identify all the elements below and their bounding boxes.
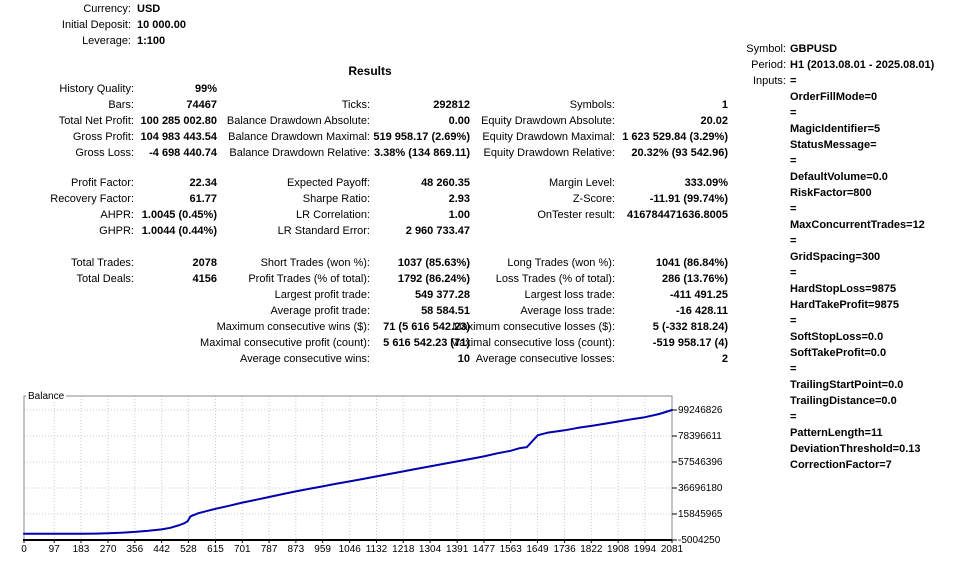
stat-label: Profit Trades (% of total):	[248, 273, 370, 285]
stat-value: 1792 (86.24%)	[397, 273, 470, 285]
stat-value: -11.91 (99.74%)	[649, 193, 728, 205]
period-label: Period:	[751, 59, 786, 71]
stat-value: 519 958.17 (2.69%)	[373, 131, 470, 143]
stat-row	[0, 319, 728, 335]
x-axis-tick-label: 528	[180, 544, 197, 555]
stat-label: Largest loss trade:	[524, 289, 615, 301]
x-axis-tick-label: 442	[153, 544, 170, 555]
stat-value: 1 623 529.84 (3.29%)	[622, 131, 728, 143]
stat-value: 1.00	[448, 209, 470, 221]
account-info	[0, 1, 400, 49]
input-parameter: =	[790, 411, 797, 423]
stat-value: 2 960 733.47	[405, 225, 470, 237]
x-axis-tick-label: 1908	[607, 544, 630, 555]
input-parameter: PatternLength=11	[790, 427, 883, 439]
stat-value: 20.32% (93 542.96)	[631, 147, 728, 159]
x-axis-tick-label: 1822	[580, 544, 603, 555]
input-parameter: RiskFactor=800	[790, 187, 872, 199]
stat-row	[0, 255, 728, 271]
stat-row	[0, 335, 728, 351]
stat-row	[0, 175, 728, 191]
stat-value: 5 (-332 818.24)	[652, 321, 728, 333]
stat-row	[0, 287, 728, 303]
stat-row	[0, 223, 470, 239]
input-parameter: =	[790, 235, 797, 247]
y-axis-tick-label: -5004250	[678, 535, 721, 546]
stat-label: Equity Drawdown Absolute:	[481, 115, 615, 127]
stat-label: Balance Drawdown Maximal:	[228, 131, 370, 143]
inputs-label: Inputs:	[752, 75, 786, 87]
stat-value: 1037 (85.63%)	[397, 257, 470, 269]
stat-value: 5 616 542.23 (71)	[383, 337, 470, 349]
stat-value: -4 698 440.74	[149, 147, 217, 159]
stat-row	[0, 81, 217, 97]
stat-label: Average loss trade:	[520, 305, 615, 317]
stat-value: 333.09%	[684, 177, 728, 189]
input-parameter: GridSpacing=300	[790, 251, 881, 263]
stat-label: Equity Drawdown Maximal:	[482, 131, 615, 143]
leverage-row	[0, 33, 400, 49]
stat-row	[0, 303, 728, 319]
initial-deposit-value: 10 000.00	[137, 19, 186, 31]
initial-deposit-row	[0, 17, 400, 33]
stat-value: 0.00	[448, 115, 470, 127]
stat-row	[0, 145, 728, 161]
stat-label: Balance Drawdown Relative:	[229, 147, 370, 159]
y-axis-tick-label: 78396611	[678, 431, 722, 442]
y-axis-tick-label: 15845965	[678, 509, 723, 520]
stat-value: 100 285 002.80	[140, 115, 217, 127]
currency-value: USD	[137, 3, 161, 15]
stat-label: Average consecutive losses:	[475, 353, 615, 365]
stat-value: 104 983 443.54	[140, 131, 217, 143]
x-axis-tick-label: 270	[99, 544, 117, 555]
stat-label: Long Trades (won %):	[507, 257, 615, 269]
stat-row	[0, 207, 728, 223]
stat-value: 74467	[186, 99, 217, 111]
stat-label: Maximal consecutive profit (count):	[200, 337, 370, 349]
stat-label: Total Deals:	[76, 273, 134, 285]
stat-label: Maximum consecutive losses ($):	[452, 321, 615, 333]
stat-label: Average consecutive wins:	[239, 353, 370, 365]
input-parameter: =	[790, 267, 797, 279]
x-axis-tick-label: 2081	[660, 544, 684, 555]
stat-label: Equity Drawdown Relative:	[483, 147, 615, 159]
stat-label: Recovery Factor:	[50, 193, 134, 205]
input-parameter: SoftStopLoss=0.0	[790, 331, 884, 343]
input-parameter: DeviationThreshold=0.13	[790, 443, 921, 455]
stat-label: Z-Score:	[572, 193, 615, 205]
balance-line	[24, 410, 672, 534]
stat-value: 1.0044 (0.44%)	[141, 225, 217, 237]
stat-row	[0, 271, 728, 287]
stat-label: Ticks:	[341, 99, 370, 111]
x-axis-tick-label: 1994	[633, 544, 657, 555]
input-parameter: TrailingStartPoint=0.0	[790, 379, 904, 391]
stats-block1-col3	[0, 97, 728, 161]
x-axis-tick-label: 1563	[499, 544, 522, 555]
stat-label: Maximum consecutive wins ($):	[216, 321, 370, 333]
period-value: H1 (2013.08.01 - 2025.08.01)	[790, 59, 935, 71]
stat-label: Symbols:	[569, 99, 615, 111]
input-parameter: CorrectionFactor=7	[790, 459, 892, 471]
stat-label: History Quality:	[59, 83, 134, 95]
y-axis-tick-label: 57546396	[678, 457, 723, 468]
stats-block2-col3	[0, 175, 728, 223]
x-axis-tick-label: 1132	[365, 544, 388, 555]
leverage-value: 1:100	[137, 35, 166, 47]
input-parameter: TrailingDistance=0.0	[790, 395, 897, 407]
stat-value: 2.93	[448, 193, 470, 205]
stat-label: AHPR:	[100, 209, 134, 221]
stat-label: Loss Trades (% of total):	[495, 273, 615, 285]
input-parameter: HardStopLoss=9875	[790, 283, 897, 295]
stat-value: -16 428.11	[676, 305, 728, 317]
x-axis-tick-label: 959	[314, 544, 331, 555]
initial-deposit-label: Initial Deposit:	[61, 19, 131, 31]
stat-label: Largest profit trade:	[274, 289, 370, 301]
stat-value: 4156	[192, 273, 217, 285]
stat-value: 71 (5 616 542.23)	[383, 321, 470, 333]
stat-value: 22.34	[189, 177, 217, 189]
stat-row	[0, 129, 728, 145]
input-parameter: =	[790, 107, 797, 119]
stats-block3-col3	[0, 255, 728, 367]
input-parameter: MaxConcurrentTrades=12	[790, 219, 925, 231]
x-axis-tick-label: 1649	[526, 544, 549, 555]
x-axis-tick-label: 1477	[472, 544, 496, 555]
x-axis-tick-label: 787	[260, 544, 278, 555]
x-axis-tick-label: 701	[233, 544, 251, 555]
input-parameter: =	[790, 155, 797, 167]
results-title: Results	[348, 64, 392, 78]
x-axis-tick-label: 873	[287, 544, 305, 555]
y-axis-tick-label: 99246826	[678, 405, 723, 416]
stat-row	[0, 191, 728, 207]
x-axis-tick-label: 356	[126, 544, 144, 555]
stat-row	[0, 97, 728, 113]
stat-label: LR Correlation:	[296, 209, 370, 221]
input-parameter: DefaultVolume=0.0	[790, 171, 888, 183]
x-axis-tick-label: 1218	[392, 544, 415, 555]
symbol-value: GBPUSD	[790, 43, 838, 55]
chart-title: Balance	[28, 391, 65, 402]
input-parameter: =	[790, 315, 797, 327]
stat-label: OnTester result:	[537, 209, 615, 221]
stat-value: 58 584.51	[421, 305, 470, 317]
stat-value: 10	[457, 353, 470, 365]
stat-label: LR Standard Error:	[277, 225, 370, 237]
currency-row	[0, 1, 400, 17]
stat-value: 1041 (86.84%)	[655, 257, 728, 269]
stat-label: Short Trades (won %):	[260, 257, 370, 269]
stat-value: 61.77	[189, 193, 217, 205]
stat-label: Sharpe Ratio:	[302, 193, 370, 205]
stat-label: Total Trades:	[71, 257, 134, 269]
stat-value: 20.02	[700, 115, 728, 127]
stat-label: Margin Level:	[548, 177, 615, 189]
x-axis-tick-label: 183	[72, 544, 90, 555]
symbol-row	[700, 41, 960, 57]
stat-value: 2078	[192, 257, 217, 269]
stat-value: 416784471636.8005	[627, 209, 728, 221]
stat-value: 1.0045 (0.45%)	[141, 209, 217, 221]
input-parameter: StatusMessage=	[790, 139, 877, 151]
leverage-label: Leverage:	[82, 35, 131, 47]
stat-value: 286 (13.76%)	[661, 273, 728, 285]
input-parameter: =	[790, 75, 797, 87]
stat-value: 1	[721, 99, 728, 111]
input-parameter: =	[790, 363, 797, 375]
stat-label: Balance Drawdown Absolute:	[226, 115, 370, 127]
stat-value: 99%	[194, 83, 217, 95]
stat-value: 3.38% (134 869.11)	[373, 147, 470, 159]
symbol-label: Symbol:	[746, 43, 786, 55]
stat-label: Gross Loss:	[75, 147, 134, 159]
balance-chart	[0, 390, 745, 562]
stat-label: Gross Profit:	[72, 131, 134, 143]
stat-row	[0, 351, 728, 367]
stat-value: -519 958.17 (4)	[652, 337, 728, 349]
x-axis-tick-label: 97	[48, 544, 60, 555]
stat-row	[0, 113, 728, 129]
stat-label: Total Net Profit:	[58, 115, 134, 127]
x-axis-tick-label: 1046	[338, 544, 361, 555]
stat-label: Maximal consecutive loss (count):	[449, 337, 615, 349]
x-axis-tick-label: 0	[21, 544, 27, 555]
input-parameter: =	[790, 203, 797, 215]
input-parameter: SoftTakeProfit=0.0	[790, 347, 887, 359]
stat-label: Bars:	[108, 99, 134, 111]
x-axis-tick-label: 615	[207, 544, 224, 555]
stat-value: 292812	[433, 99, 470, 111]
input-parameter: MagicIdentifier=5	[790, 123, 881, 135]
currency-label: Currency:	[83, 3, 131, 15]
stat-label: Expected Payoff:	[287, 177, 370, 189]
x-axis-tick-label: 1391	[446, 544, 469, 555]
y-axis-tick-label: 36696180	[678, 483, 723, 494]
stat-value: -411 491.25	[669, 289, 728, 301]
input-parameter: OrderFillMode=0	[790, 91, 878, 103]
stat-value: 48 260.35	[421, 177, 470, 189]
stat-value: 549 377.28	[414, 289, 470, 301]
stat-label: GHPR:	[99, 225, 134, 237]
period-row	[700, 57, 960, 73]
inputs-list	[790, 73, 925, 473]
x-axis-tick-label: 1736	[553, 544, 576, 555]
stat-value: 2	[721, 353, 728, 365]
stat-label: Average profit trade:	[270, 305, 370, 317]
stat-label: Profit Factor:	[71, 177, 134, 189]
x-axis-tick-label: 1304	[418, 544, 442, 555]
input-parameter: HardTakeProfit=9875	[790, 299, 899, 311]
balance-chart-svg	[0, 390, 745, 562]
